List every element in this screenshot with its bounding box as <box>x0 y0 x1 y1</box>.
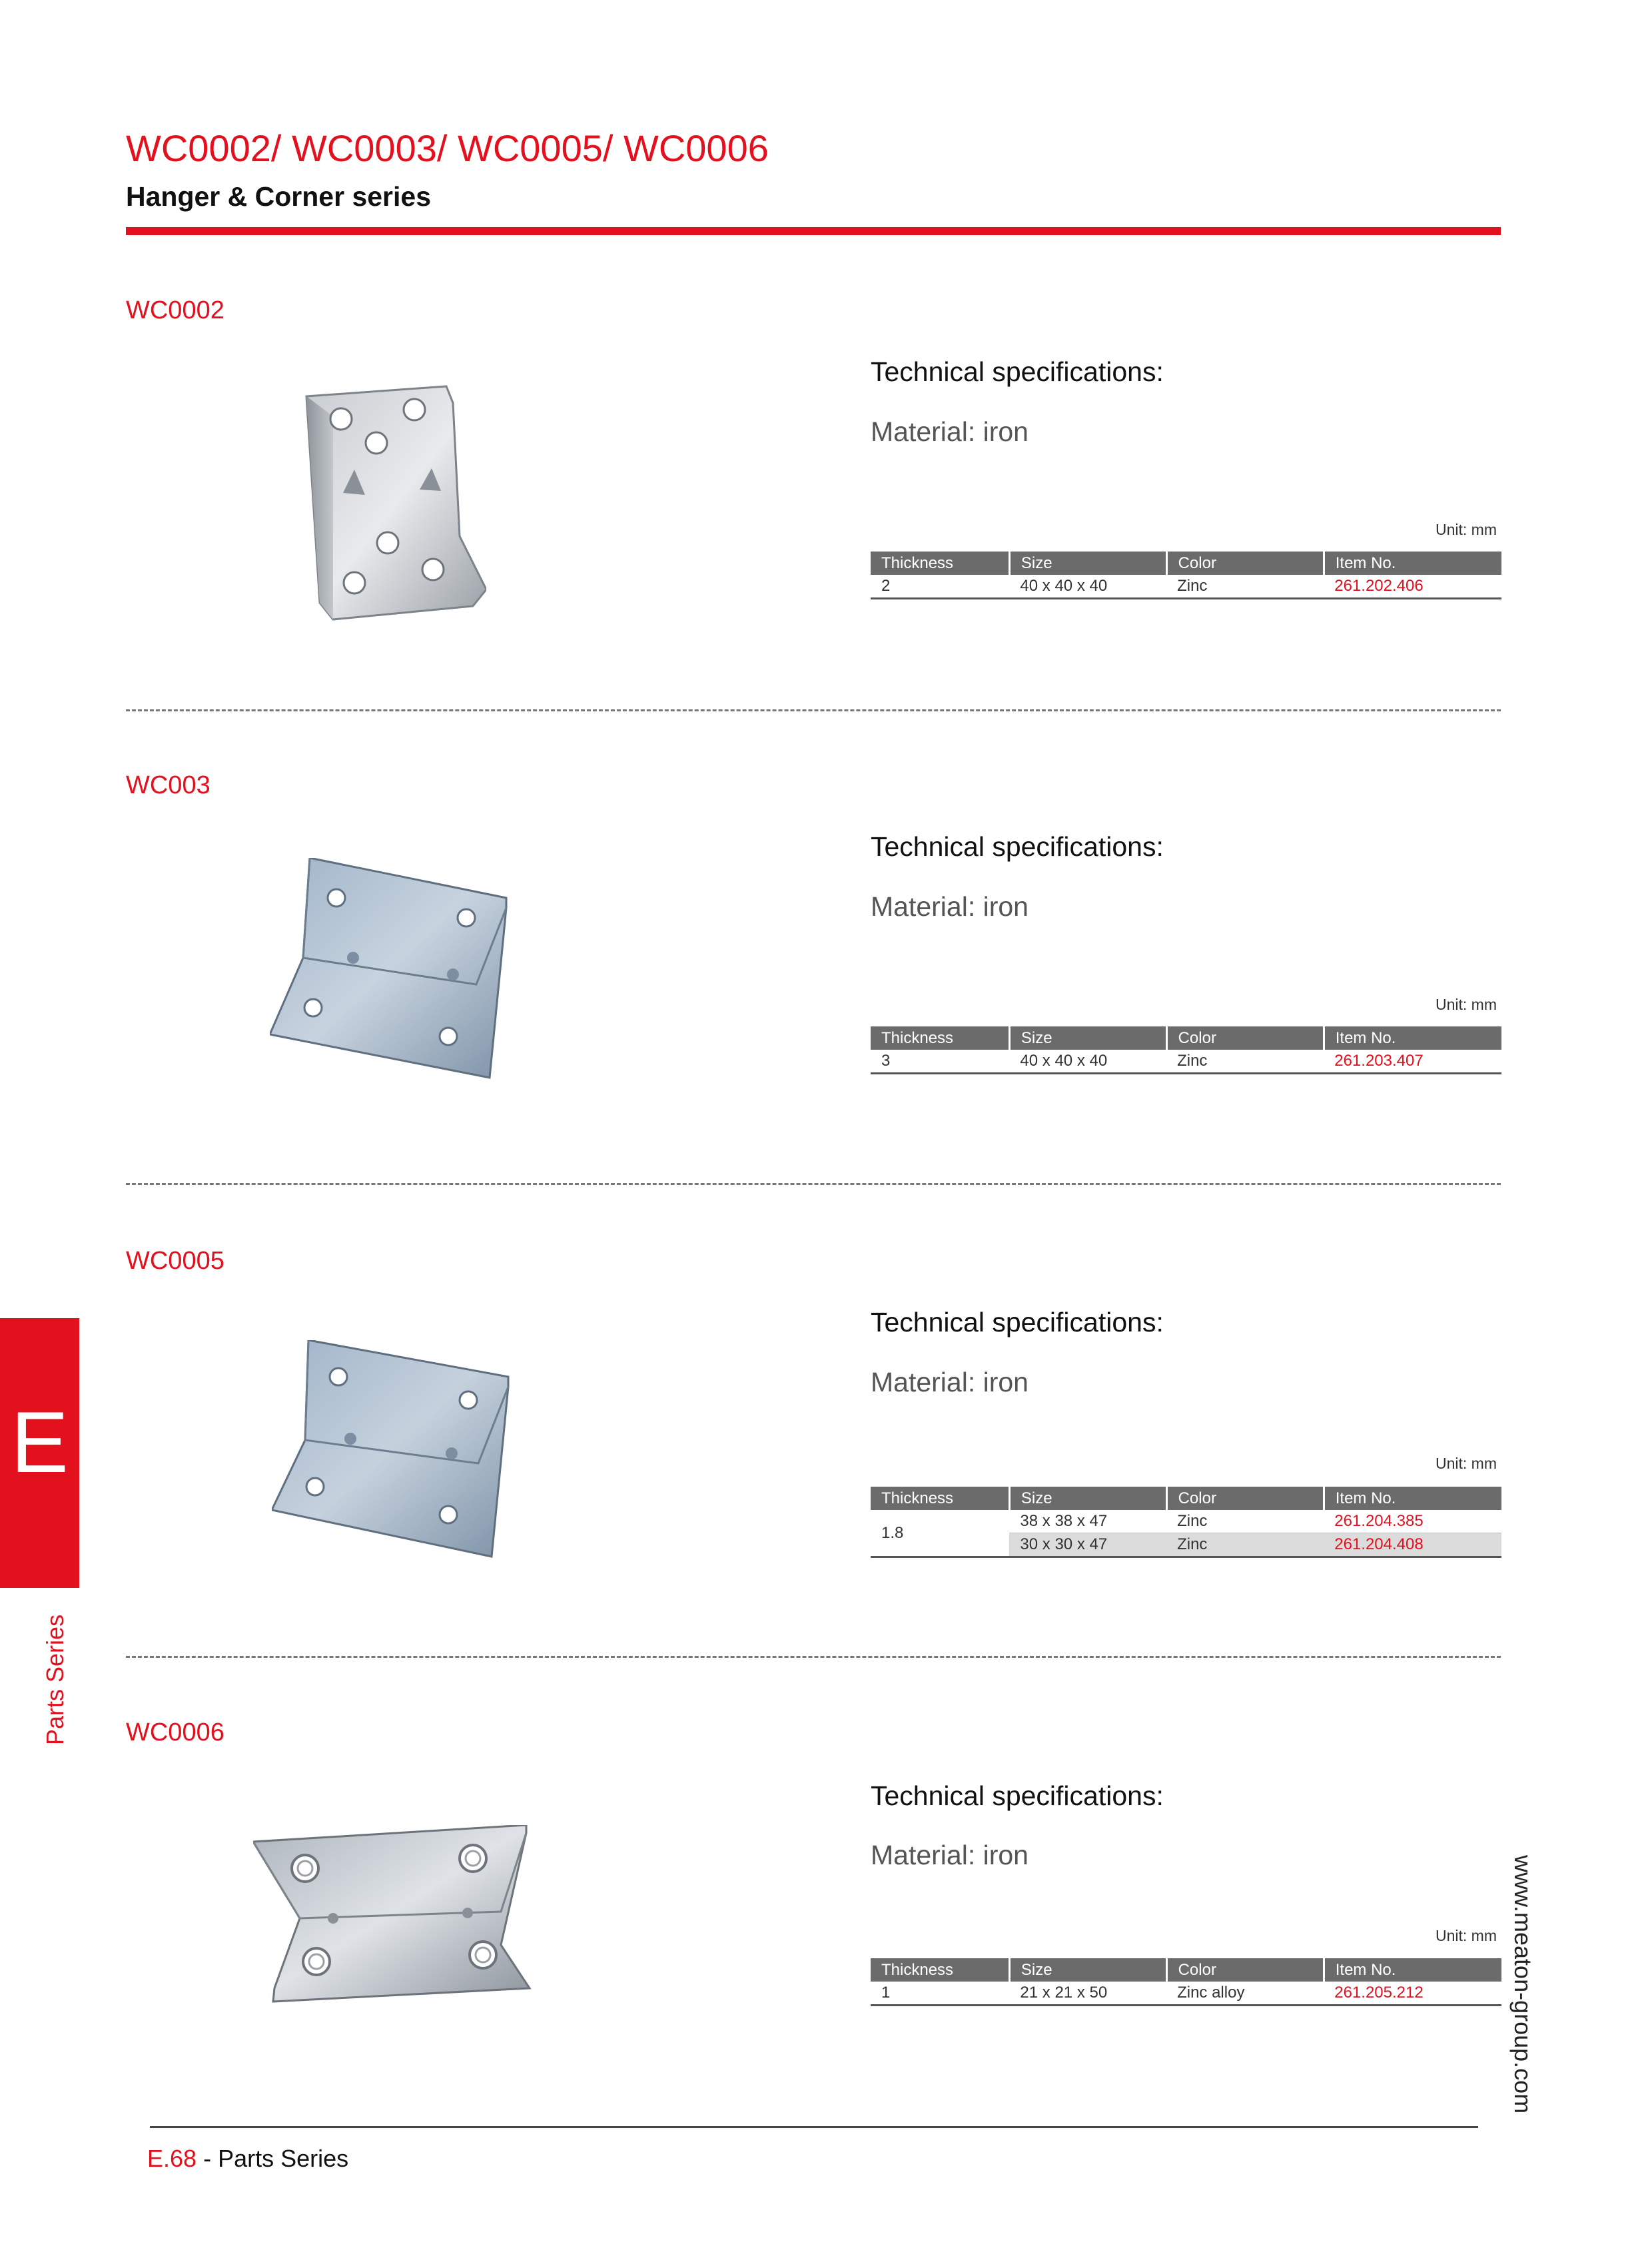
unit-label: Unit: mm <box>1436 996 1497 1013</box>
footer-separator: - <box>197 2145 218 2172</box>
cell-color: Zinc <box>1166 1510 1324 1533</box>
angle-bracket-image <box>293 376 486 623</box>
spec-table <box>871 1026 1501 1074</box>
spec-table <box>871 552 1501 599</box>
chapter-label: Parts Series <box>41 1614 69 1745</box>
angle-bracket-image <box>253 1825 533 2012</box>
cell-color: Zinc <box>1166 1533 1324 1557</box>
cell-item-no: 261.202.406 <box>1324 575 1501 599</box>
spec-title: Technical specifications: <box>871 1780 1164 1811</box>
cell-size: 30 x 30 x 47 <box>1009 1533 1166 1557</box>
header-thickness: Thickness <box>871 552 1009 575</box>
spec-title: Technical specifications: <box>871 831 1164 862</box>
spec-table <box>871 1487 1501 1558</box>
section-code: WC0005 <box>126 1247 224 1275</box>
website-url: www.meaton-group.com <box>1509 1855 1537 2114</box>
material-text: Material: iron <box>871 891 1029 922</box>
table-row <box>871 575 1501 599</box>
header-size: Size <box>1009 1026 1166 1050</box>
cell-item-no: 261.205.212 <box>1324 1982 1501 2006</box>
angle-bracket-image <box>270 858 516 1084</box>
title-rule <box>126 227 1501 235</box>
cell-color: Zinc <box>1166 1050 1324 1074</box>
header-item-no: Item No. <box>1324 1026 1501 1050</box>
chapter-letter: E <box>11 1393 69 1491</box>
cell-size: 40 x 40 x 40 <box>1009 575 1166 599</box>
cell-size: 21 x 21 x 50 <box>1009 1982 1166 2006</box>
cell-size: 40 x 40 x 40 <box>1009 1050 1166 1074</box>
cell-item-no: 261.204.385 <box>1324 1510 1501 1533</box>
section-code: WC0006 <box>126 1718 224 1746</box>
header-color: Color <box>1166 552 1324 575</box>
angle-bracket-image <box>272 1340 518 1560</box>
section-code: WC003 <box>126 771 210 799</box>
cell-thickness: 2 <box>871 575 1009 599</box>
cell-thickness: 1.8 <box>871 1510 1009 1557</box>
header-item-no: Item No. <box>1324 1487 1501 1510</box>
table-header-row <box>871 1487 1501 1510</box>
unit-label: Unit: mm <box>1436 1927 1497 1944</box>
material-text: Material: iron <box>871 416 1029 447</box>
unit-label: Unit: mm <box>1436 521 1497 538</box>
header-color: Color <box>1166 1026 1324 1050</box>
cell-thickness: 3 <box>871 1050 1009 1074</box>
material-text: Material: iron <box>871 1367 1029 1397</box>
section-divider <box>126 1183 1501 1185</box>
cell-thickness: 1 <box>871 1982 1009 2006</box>
table-row <box>871 1982 1501 2006</box>
page-number: E.68 <box>147 2145 197 2172</box>
header-item-no: Item No. <box>1324 1958 1501 1982</box>
header-thickness: Thickness <box>871 1487 1009 1510</box>
cell-color: Zinc <box>1166 575 1324 599</box>
section-divider <box>126 1656 1501 1658</box>
cell-size: 38 x 38 x 47 <box>1009 1510 1166 1533</box>
table-row <box>871 1510 1501 1533</box>
section-code: WC0002 <box>126 296 224 324</box>
footer-label: Parts Series <box>218 2145 349 2172</box>
table-header-row <box>871 1958 1501 1982</box>
cell-item-no: 261.204.408 <box>1324 1533 1501 1557</box>
cell-color: Zinc alloy <box>1166 1982 1324 2006</box>
cell-item-no: 261.203.407 <box>1324 1050 1501 1074</box>
spec-title: Technical specifications: <box>871 356 1164 387</box>
header-size: Size <box>1009 1958 1166 1982</box>
header-size: Size <box>1009 1487 1166 1510</box>
footer-rule <box>150 2126 1478 2128</box>
spec-title: Technical specifications: <box>871 1307 1164 1337</box>
page-footer <box>147 2145 348 2173</box>
table-row <box>871 1050 1501 1074</box>
header-color: Color <box>1166 1958 1324 1982</box>
header-thickness: Thickness <box>871 1958 1009 1982</box>
header-size: Size <box>1009 552 1166 575</box>
page-subtitle: Hanger & Corner series <box>126 181 432 212</box>
table-header-row <box>871 552 1501 575</box>
header-thickness: Thickness <box>871 1026 1009 1050</box>
header-item-no: Item No. <box>1324 552 1501 575</box>
material-text: Material: iron <box>871 1840 1029 1870</box>
spec-table <box>871 1958 1501 2006</box>
page-title: WC0002/ WC0003/ WC0005/ WC0006 <box>126 127 769 169</box>
header-color: Color <box>1166 1487 1324 1510</box>
section-divider <box>126 709 1501 711</box>
unit-label: Unit: mm <box>1436 1455 1497 1472</box>
table-header-row <box>871 1026 1501 1050</box>
